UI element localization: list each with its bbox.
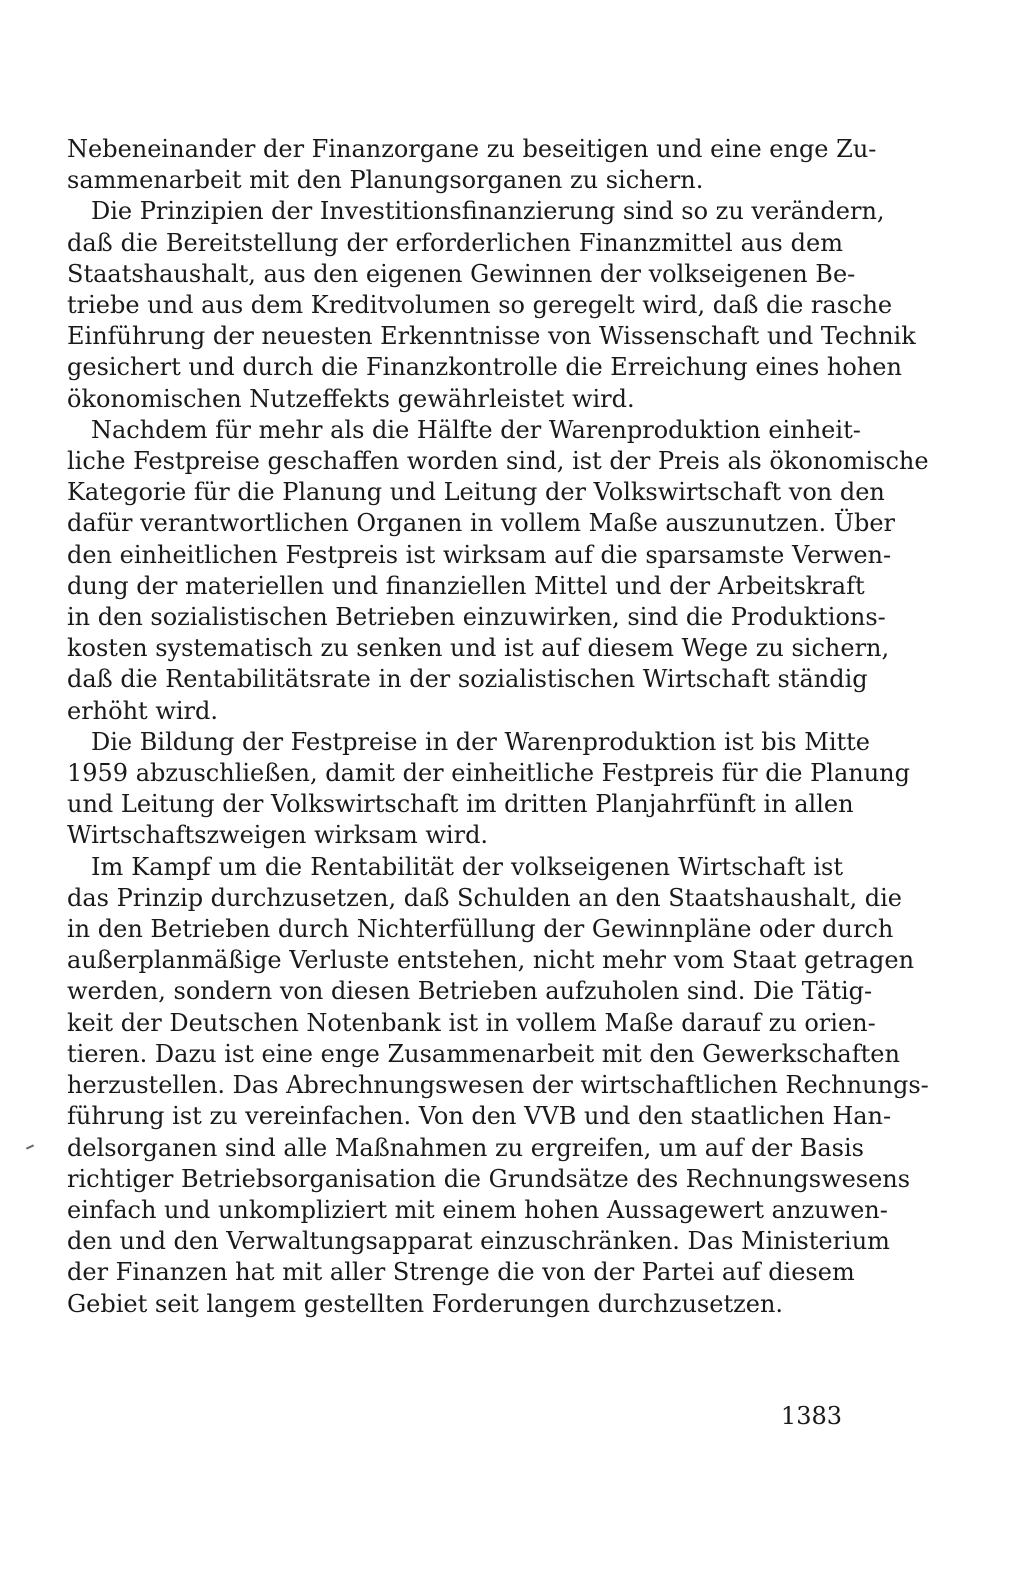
text-line: daß die Bereitstellung der erforderlichen Finanzmittel aus dem <box>67 228 843 257</box>
text-line: in den Betrieben durch Nichterfüllung der Gewinnpläne oder durch <box>67 915 894 944</box>
text-line: führung ist zu vereinfachen. Von den VVB und den staatlichen Han- <box>67 1102 892 1131</box>
text-line: außerplanmäßige Verluste entstehen, nicht mehr vom Staat getragen <box>67 946 915 975</box>
text-line: in den sozialistischen Betrieben einzuwirken, sind die Produktions- <box>67 603 886 632</box>
text-line: den einheitlichen Festpreis ist wirksam auf die sparsamste Verwen- <box>67 540 892 569</box>
text-line: dung der materiellen und finanziellen Mittel und der Arbeitskraft <box>67 571 865 600</box>
paragraph-2 <box>67 196 916 414</box>
text-line: Wirtschaftszweigen wirksam wird. <box>67 821 489 850</box>
text-line: kosten systematisch zu senken und ist auf diesem Wege zu sichern, <box>67 634 890 663</box>
text-line: erhöht wird. <box>67 696 218 725</box>
text-line: tieren. Dazu ist eine enge Zusammenarbeit mit den Gewerkschaften <box>67 1039 900 1068</box>
paragraph-5 <box>67 852 929 1320</box>
text-line: daß die Rentabilitätsrate in der sozialistischen Wirtschaft ständig <box>67 665 868 694</box>
text-line: ökonomischen Nutzeffekts gewährleistet wird. <box>67 384 635 413</box>
text-line: triebe und aus dem Kreditvolumen so geregelt wird, daß die rasche <box>67 291 893 320</box>
text-line: richtiger Betriebsorganisation die Grundsätze des Rechnungswesens <box>67 1164 911 1193</box>
text-line: sammenarbeit mit den Planungsorganen zu sichern. <box>67 166 704 195</box>
text-line: gesichert und durch die Finanzkontrolle die Erreichung eines hohen <box>67 353 902 382</box>
page-number: 1383 <box>780 1402 842 1430</box>
paragraph-3 <box>67 415 929 727</box>
text-line: und Leitung der Volkswirtschaft im dritten Planjahrfünft in allen <box>67 790 854 819</box>
text-line: liche Festpreise geschaffen worden sind, ist der Preis als ökonomische <box>67 447 929 476</box>
text-line: keit der Deutschen Notenbank ist in vollem Maße darauf zu orien- <box>67 1008 876 1037</box>
text-line: 1959 abzuschließen, damit der einheitliche Festpreis für die Planung <box>67 759 910 788</box>
paragraph-4 <box>67 727 910 852</box>
text-line: Die Prinzipien der Investitionsfinanzierung sind so zu verändern, <box>91 197 885 226</box>
text-line: Staatshaushalt, aus den eigenen Gewinnen der volkseigenen Be- <box>67 259 856 288</box>
text-line: delsorganen sind alle Maßnahmen zu ergreifen, um auf der Basis <box>67 1133 864 1162</box>
text-line: einfach und unkompliziert mit einem hohen Aussagewert anzuwen- <box>67 1195 888 1224</box>
text-line: werden, sondern von diesen Betrieben aufzuholen sind. Die Tätig- <box>67 977 873 1006</box>
scan-mark <box>26 1144 34 1149</box>
text-line: das Prinzip durchzusetzen, daß Schulden an den Staatshaushalt, die <box>67 883 902 912</box>
text-line: dafür verantwortlichen Organen in vollem Maße auszunutzen. Über <box>67 509 895 538</box>
body-text <box>67 134 929 1320</box>
text-line: Gebiet seit langem gestellten Forderungen durchzusetzen. <box>67 1289 784 1318</box>
text-line: herzustellen. Das Abrechnungswesen der wirtschaftlichen Rechnungs- <box>67 1071 929 1100</box>
text-line: Nachdem für mehr als die Hälfte der Warenproduktion einheit- <box>91 415 861 444</box>
text-line: den und den Verwaltungsapparat einzuschränken. Das Ministerium <box>67 1227 890 1256</box>
text-line: Im Kampf um die Rentabilität der volkseigenen Wirtschaft ist <box>91 852 843 881</box>
text-line: Kategorie für die Planung und Leitung der Volkswirtschaft von den <box>67 478 885 507</box>
text-line: der Finanzen hat mit aller Strenge die von der Partei auf diesem <box>67 1258 855 1287</box>
text-line: Einführung der neuesten Erkenntnisse von Wissenschaft und Technik <box>67 322 916 351</box>
paragraph-1 <box>67 134 877 196</box>
text-line: Nebeneinander der Finanzorgane zu beseitigen und eine enge Zu- <box>67 135 877 163</box>
text-line: Die Bildung der Festpreise in der Warenproduktion ist bis Mitte <box>91 727 870 756</box>
